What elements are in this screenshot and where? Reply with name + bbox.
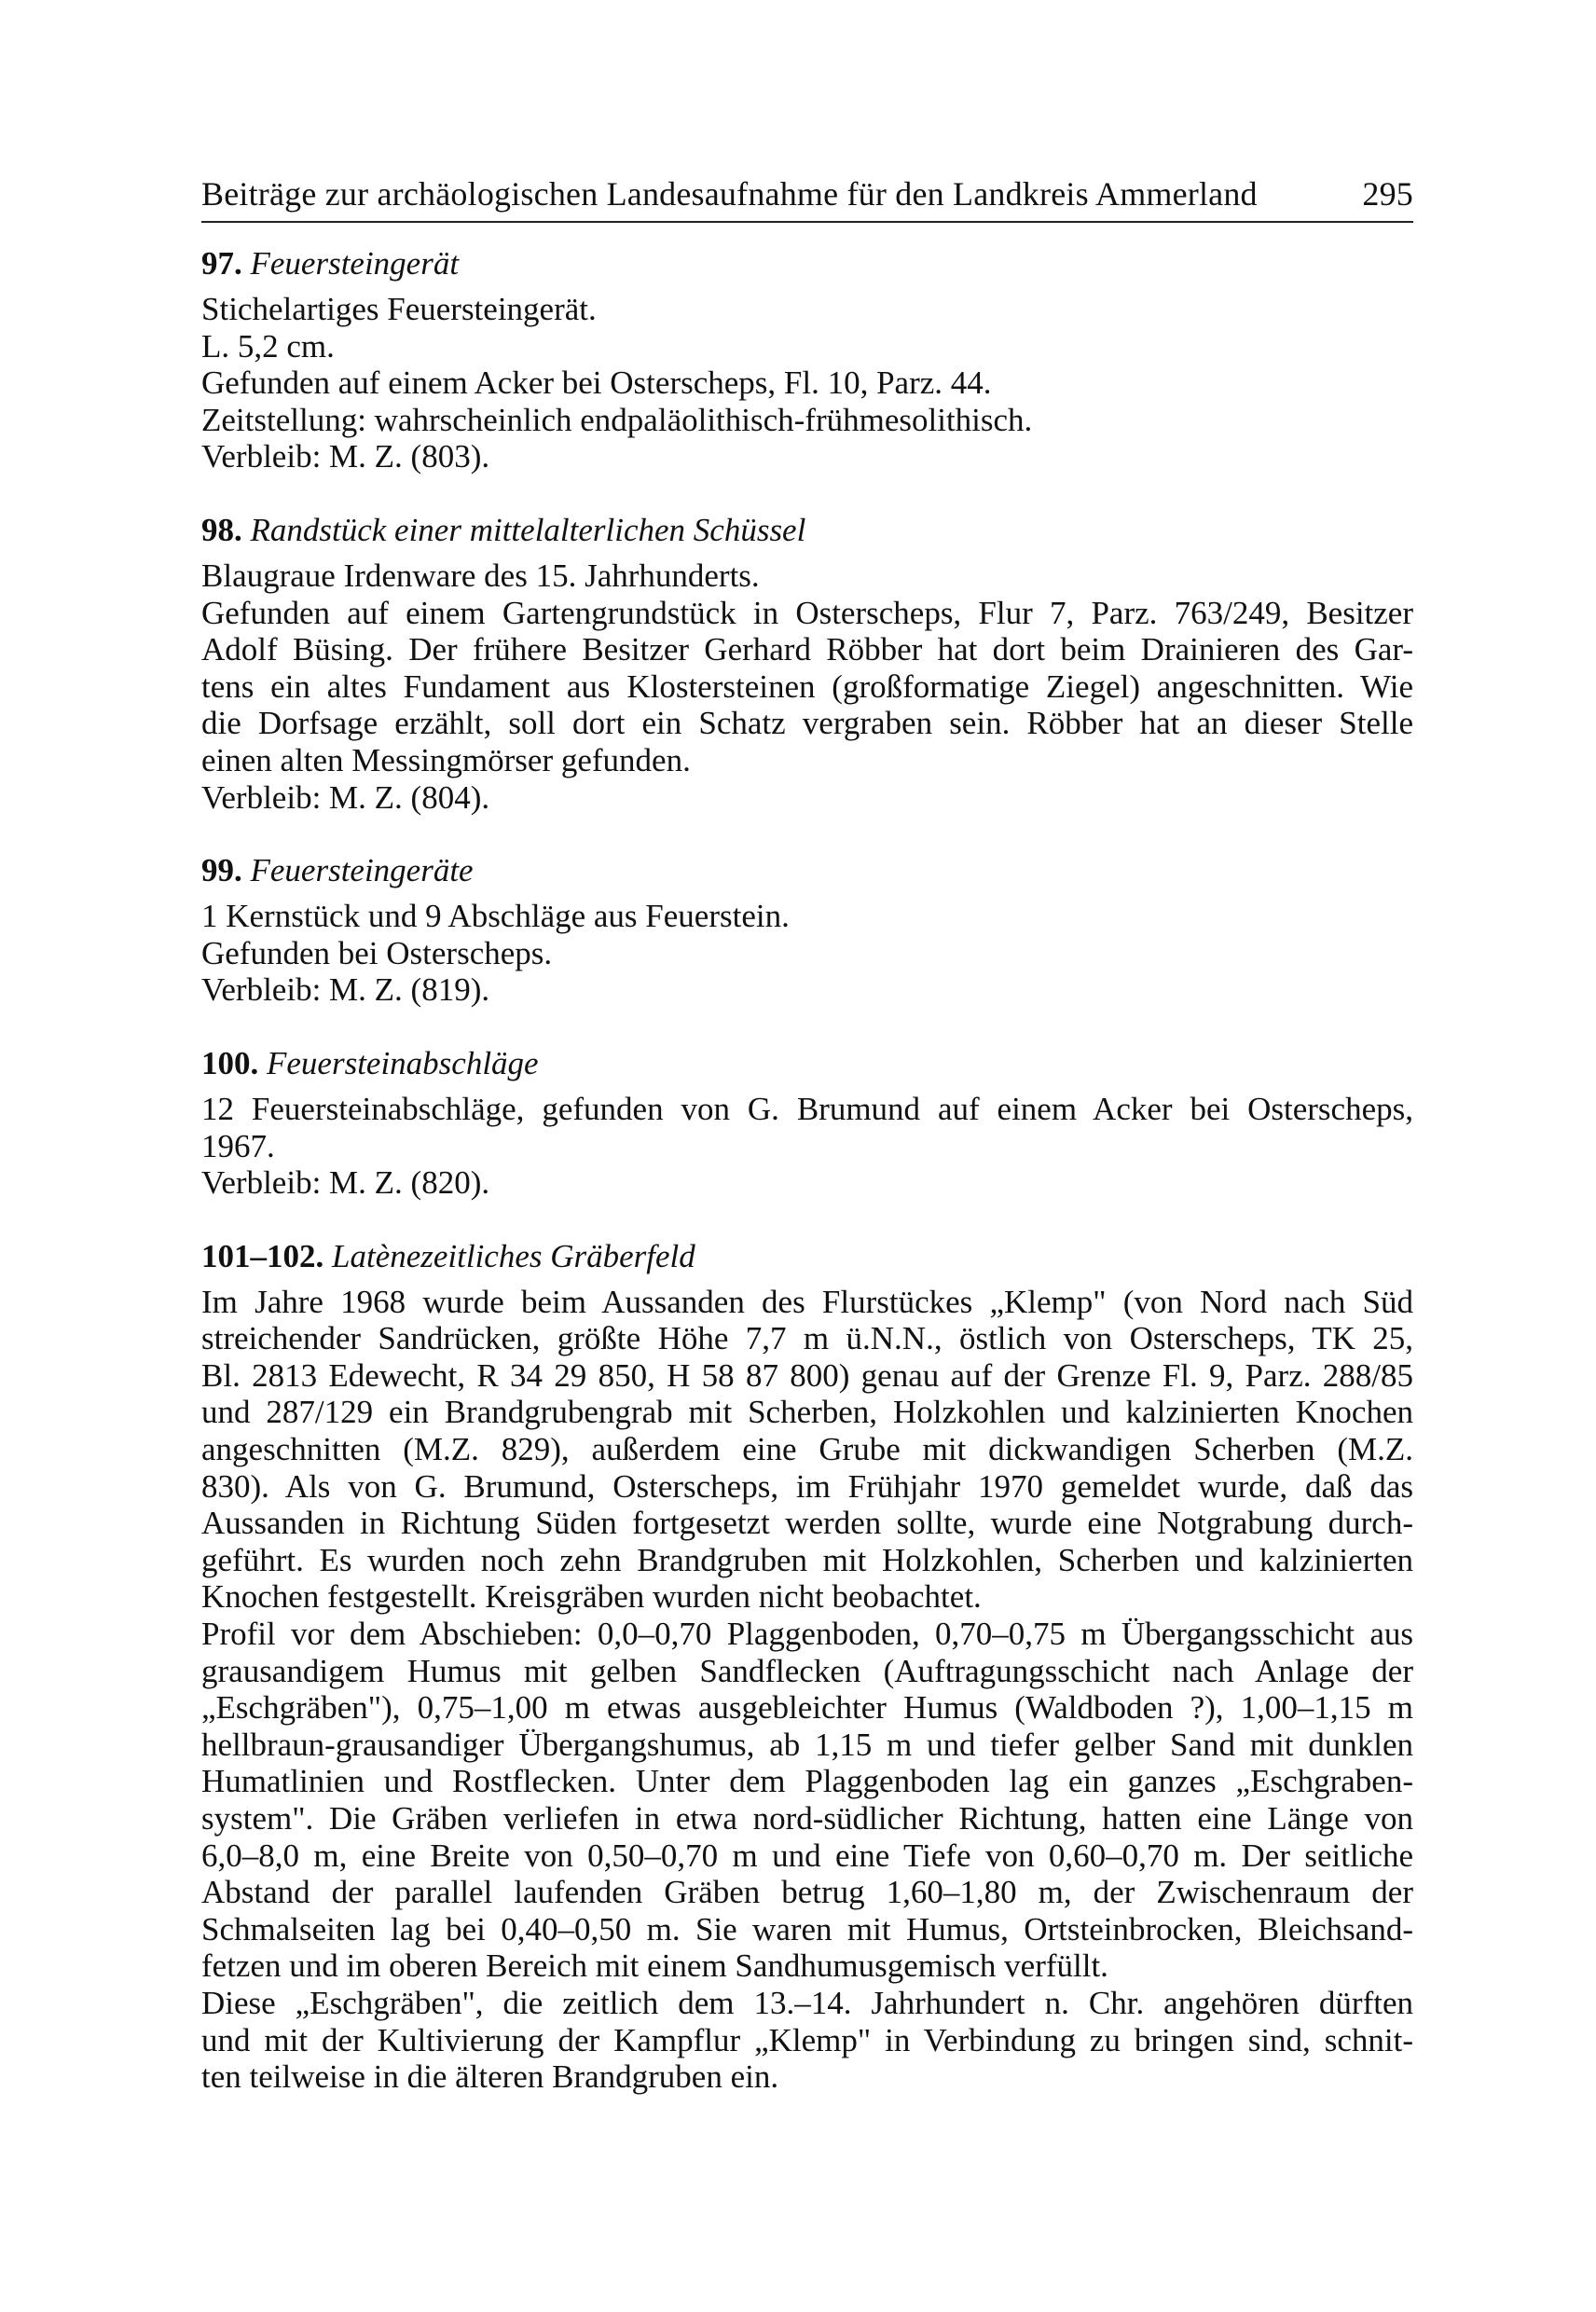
text-line: Verbleib: M. Z. (819). — [201, 971, 490, 1009]
entry-heading — [201, 244, 1413, 283]
entry-101-102 — [201, 1237, 1413, 2096]
text-line: geführt. Es wurden noch zehn Brandgruben mit Holzkohlen, Scherben und kalzinierten — [201, 1541, 1413, 1578]
text-line: system". Die Gräben verliefen in etwa nord-südlicher Richtung, hatten eine Länge von — [201, 1800, 1413, 1837]
entry-title: Feuersteinabschläge — [267, 1044, 539, 1081]
running-title: Beiträge zur archäologischen Landesaufnahme für den Landkreis Ammerland — [201, 175, 1258, 213]
page-content — [201, 244, 1413, 2131]
text-line: Im Jahre 1968 wurde beim Aussanden des Flurstückes „Klemp" (von Nord nach Süd — [201, 1283, 1413, 1320]
entry-number: 100. — [201, 1044, 259, 1081]
text-line: Verbleib: M. Z. (820). — [201, 1164, 490, 1202]
text-line: 830). Als von G. Brumund, Osterscheps, im Frühjahr 1970 gemeldet wurde, daß das — [201, 1467, 1413, 1505]
page-number: 295 — [1362, 175, 1413, 213]
text-line: und 287/129 ein Brandgrubengrab mit Scherben, Holzkohlen und kalzinierten Knochen — [201, 1394, 1413, 1431]
entry-100 — [201, 1044, 1413, 1202]
text-line: Knochen festgestellt. Kreisgräben wurden nicht beobachtet. — [201, 1578, 982, 1616]
text-line: Gefunden bei Osterscheps. — [201, 934, 553, 971]
text-line: hellbraun-grausandiger Übergangshumus, ab 1,15 m und tiefer gelber Sand mit dunklen — [201, 1726, 1413, 1763]
text-line: 12 Feuersteinabschläge, gefunden von G. Brumund auf einem Acker bei Osterscheps, — [201, 1090, 1413, 1127]
entry-body — [201, 291, 1413, 475]
text-line: Schmalseiten lag bei 0,40–0,50 m. Sie waren mit Humus, Ortsteinbrocken, Bleichsand- — [201, 1910, 1413, 1947]
entry-number: 99. — [201, 852, 242, 889]
entry-body — [201, 1091, 1413, 1202]
text-line: Adolf Büsing. Der frühere Besitzer Gerhard Röbber hat dort beim Drainieren des Gar- — [201, 631, 1413, 668]
entry-title: Feuersteingeräte — [250, 852, 474, 889]
text-line: grausandigem Humus mit gelben Sandflecken (Auftragungsschicht nach Anlage der — [201, 1652, 1413, 1689]
text-line: Zeitstellung: wahrscheinlich endpaläolithisch-frühmesolithisch. — [201, 401, 1033, 438]
entry-title: Randstück einer mittelalterlichen Schüssel — [250, 511, 806, 548]
entry-number: 101–102. — [201, 1237, 324, 1274]
text-line: Diese „Eschgräben", die zeitlich dem 13.–14. Jahrhundert n. Chr. angehören dürften — [201, 1984, 1413, 2021]
text-line: und mit der Kultivierung der Kampflur „Klemp" in Verbindung zu bringen sind, schnit- — [201, 2021, 1413, 2058]
entry-heading — [201, 1044, 1413, 1083]
text-line: fetzen und im oberen Bereich mit einem Sandhumusgemisch verfüllt. — [201, 1947, 1108, 1985]
text-line: streichender Sandrücken, größte Höhe 7,7 m ü.N.N., östlich von Osterscheps, TK 25, — [201, 1320, 1413, 1357]
text-line: Humatlinien und Rostflecken. Unter dem Plaggenboden lag ein ganzes „Eschgraben- — [201, 1763, 1413, 1800]
entry-97 — [201, 244, 1413, 475]
text-line: Gefunden auf einem Gartengrundstück in Osterscheps, Flur 7, Parz. 763/249, Besitzer — [201, 594, 1413, 631]
text-line: L. 5,2 cm. — [201, 327, 335, 365]
entry-heading — [201, 1237, 1413, 1276]
text-line: angeschnitten (M.Z. 829), außerdem eine Grube mit dickwandigen Scherben (M.Z. — [201, 1431, 1413, 1468]
text-line: tens ein altes Fundament aus Klostersteinen (großformatige Ziegel) angeschnitten. Wie — [201, 667, 1413, 705]
entry-99 — [201, 851, 1413, 1009]
entry-number: 98. — [201, 511, 242, 548]
text-line: Verbleib: M. Z. (804). — [201, 778, 490, 816]
entry-body — [201, 557, 1413, 816]
running-head — [201, 173, 1413, 214]
text-line: Stichelartiges Feuersteingerät. — [201, 291, 597, 327]
text-line: Aussanden in Richtung Süden fortgesetzt werden sollte, wurde eine Notgrabung durch- — [201, 1505, 1413, 1542]
entry-body — [201, 1284, 1413, 2096]
text-line: 6,0–8,0 m, eine Breite von 0,50–0,70 m und eine Tiefe von 0,60–0,70 m. Der seitliche — [201, 1837, 1413, 1874]
entry-number: 97. — [201, 245, 242, 282]
text-line: ten teilweise in die älteren Brandgruben ein. — [201, 2058, 779, 2096]
entry-heading — [201, 511, 1413, 550]
entry-title: Latènezeitliches Gräberfeld — [332, 1237, 695, 1274]
text-line: Blaugraue Irdenware des 15. Jahrhunderts. — [201, 557, 760, 594]
text-line: 1967. — [201, 1127, 275, 1164]
text-line: die Dorfsage erzählt, soll dort ein Schatz vergraben sein. Röbber hat an dieser Stelle — [201, 705, 1413, 742]
entry-body — [201, 898, 1413, 1009]
text-line: „Eschgräben"), 0,75–1,00 m etwas ausgebleichter Humus (Waldboden ?), 1,00–1,15 m — [201, 1689, 1413, 1727]
header-rule — [201, 221, 1413, 223]
text-line: Gefunden auf einem Acker bei Osterscheps, Fl. 10, Parz. 44. — [201, 365, 992, 402]
text-line: Bl. 2813 Edewecht, R 34 29 850, H 58 87 800) genau auf der Grenze Fl. 9, Parz. 288/85 — [201, 1356, 1413, 1394]
text-line: Verbleib: M. Z. (803). — [201, 438, 490, 475]
entry-heading — [201, 851, 1413, 890]
text-line: Abstand der parallel laufenden Gräben betrug 1,60–1,80 m, der Zwischenraum der — [201, 1874, 1413, 1911]
entry-98 — [201, 511, 1413, 816]
text-line: einen alten Messingmörser gefunden. — [201, 741, 691, 778]
entry-title: Feuersteingerät — [250, 245, 460, 282]
text-line: 1 Kernstück und 9 Abschläge aus Feuerstein. — [201, 898, 790, 935]
text-line: Profil vor dem Abschieben: 0,0–0,70 Plaggenboden, 0,70–0,75 m Übergangsschicht aus — [201, 1616, 1413, 1653]
